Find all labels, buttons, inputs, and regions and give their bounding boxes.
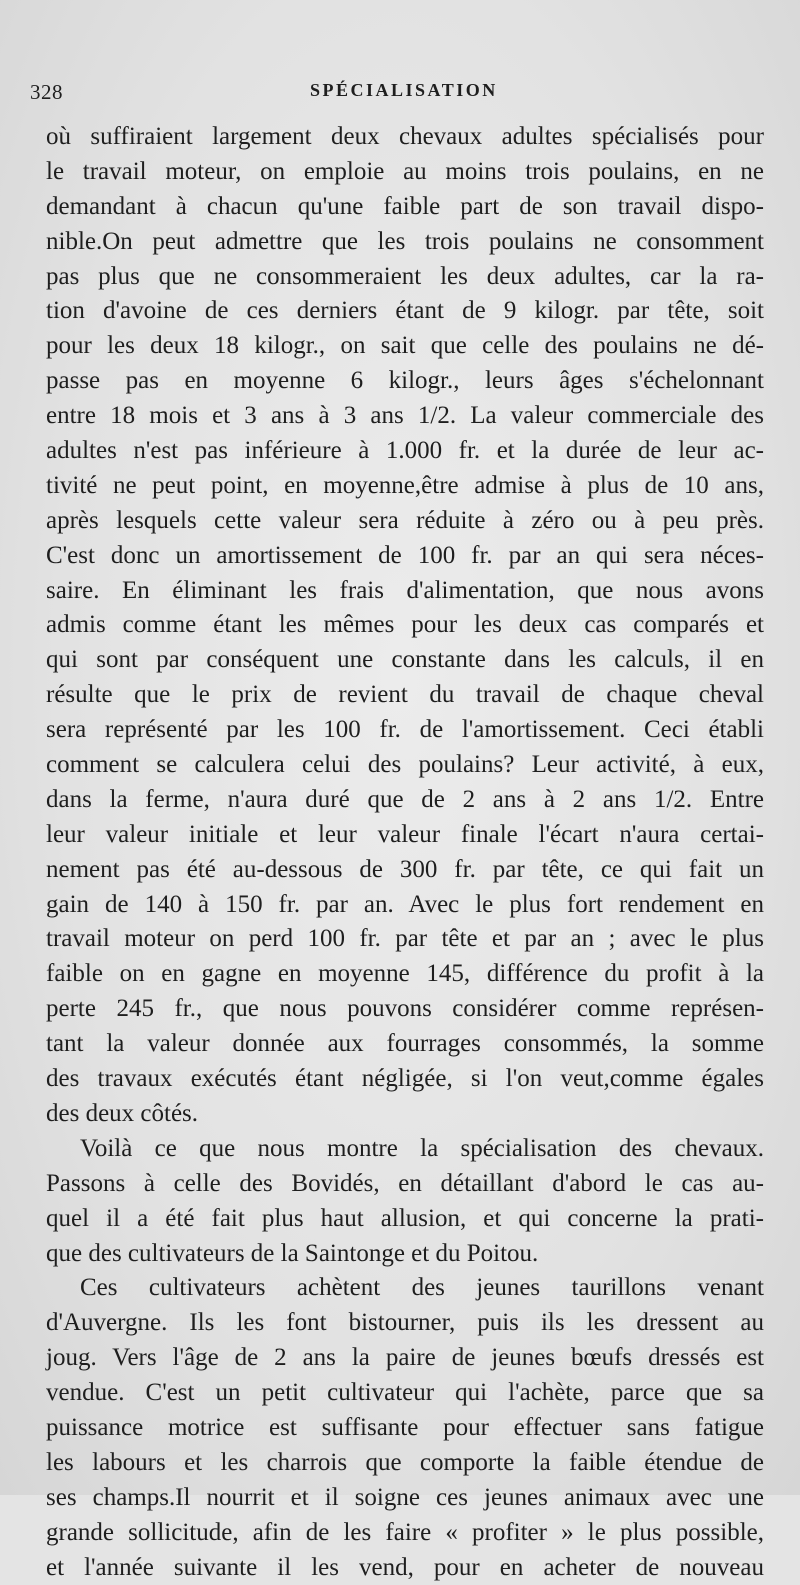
text-line: admis comme étant les mêmes pour les deux cas comparés et (46, 611, 764, 639)
text-line: Passons à celle des Bovidés, en détaillant d'abord le cas au- (46, 1169, 764, 1197)
body-text (46, 120, 764, 1585)
text-line: puissance motrice est suffisante pour effectuer sans fatigue (46, 1413, 764, 1441)
paragraph-end-line: des deux côtés. (46, 1099, 199, 1127)
text-line: nement pas été au-dessous de 300 fr. par tête, ce qui fait un (46, 855, 764, 883)
text-line: quel il a été fait plus haut allusion, et qui concerne la prati- (46, 1204, 764, 1232)
running-title: SPÉCIALISATION (310, 80, 498, 100)
text-line: dans la ferme, n'aura duré que de 2 ans à 2 ans 1/2. Entre (46, 785, 764, 813)
text-line: gain de 140 à 150 fr. par an. Avec le plus fort rendement en (46, 890, 764, 918)
text-line: et l'année suivante il les vend, pour en acheter de nouveau (46, 1553, 764, 1581)
paragraph-start-line: Ces cultivateurs achètent des jeunes taurillons venant (80, 1274, 764, 1302)
text-line: tion d'avoine de ces derniers étant de 9 kilogr. par tête, soit (46, 297, 764, 325)
text-line: d'Auvergne. Ils les font bistourner, puis ils les dressent au (46, 1309, 764, 1337)
text-line: le travail moteur, on emploie au moins trois poulains, en ne (46, 157, 764, 185)
text-line: joug. Vers l'âge de 2 ans la paire de jeunes bœufs dressés est (46, 1344, 764, 1372)
paragraph-end-line: que des cultivateurs de la Saintonge et du Poitou. (46, 1239, 539, 1267)
text-line: des travaux exécutés étant négligée, si l'on veut,comme égales (46, 1065, 764, 1093)
text-line: passe pas en moyenne 6 kilogr., leurs âges s'échelonnant (46, 367, 764, 395)
text-line: sera représenté par les 100 fr. de l'amortissement. Ceci établi (46, 716, 764, 744)
text-line: grande sollicitude, afin de les faire « profiter » le plus possible, (46, 1518, 764, 1546)
text-line: tant la valeur donnée aux fourrages consommés, la somme (46, 1030, 764, 1058)
text-line: tivité ne peut point, en moyenne,être admise à plus de 10 ans, (46, 471, 764, 499)
text-line: ses champs.Il nourrit et il soigne ces jeunes animaux avec une (46, 1483, 764, 1511)
paragraph-start-line: Voilà ce que nous montre la spécialisation des chevaux. (80, 1134, 764, 1162)
text-line: qui sont par conséquent une constante dans les calculs, il en (46, 646, 764, 674)
text-line: nible.On peut admettre que les trois poulains ne consomment (46, 227, 764, 255)
text-line: les labours et les charrois que comporte la faible étendue de (46, 1448, 764, 1476)
text-line: saire. En éliminant les frais d'alimentation, que nous avons (46, 576, 764, 604)
text-line: pour les deux 18 kilogr., on sait que celle des poulains ne dé- (46, 332, 764, 360)
text-line: où suffiraient largement deux chevaux adultes spécialisés pour (46, 123, 764, 150)
text-line: faible on en gagne en moyenne 145, différence du profit à la (46, 960, 764, 988)
text-line: demandant à chacun qu'une faible part de son travail dispo- (46, 192, 764, 220)
text-line: vendue. C'est un petit cultivateur qui l'achète, parce que sa (46, 1379, 764, 1407)
text-line: adultes n'est pas inférieure à 1.000 fr. et la durée de leur ac- (46, 437, 764, 465)
text-line: C'est donc un amortissement de 100 fr. par an qui sera néces- (46, 541, 764, 569)
text-line: leur valeur initiale et leur valeur finale l'écart n'aura certai- (46, 820, 764, 848)
text-line: comment se calculera celui des poulains? Leur activité, à eux, (46, 751, 764, 779)
text-line: pas plus que ne consommeraient les deux adultes, car la ra- (46, 262, 764, 290)
page-header (30, 80, 770, 120)
text-line: résulte que le prix de revient du travail de chaque cheval (46, 681, 764, 709)
text-line: perte 245 fr., que nous pouvons considérer comme représen- (46, 995, 764, 1023)
text-line: travail moteur on perd 100 fr. par tête et par an ; avec le plus (46, 925, 764, 953)
page-number: 328 (30, 80, 63, 104)
text-line: entre 18 mois et 3 ans à 3 ans 1/2. La valeur commerciale des (46, 402, 764, 430)
text-line: après lesquels cette valeur sera réduite à zéro ou à peu près. (46, 506, 764, 534)
